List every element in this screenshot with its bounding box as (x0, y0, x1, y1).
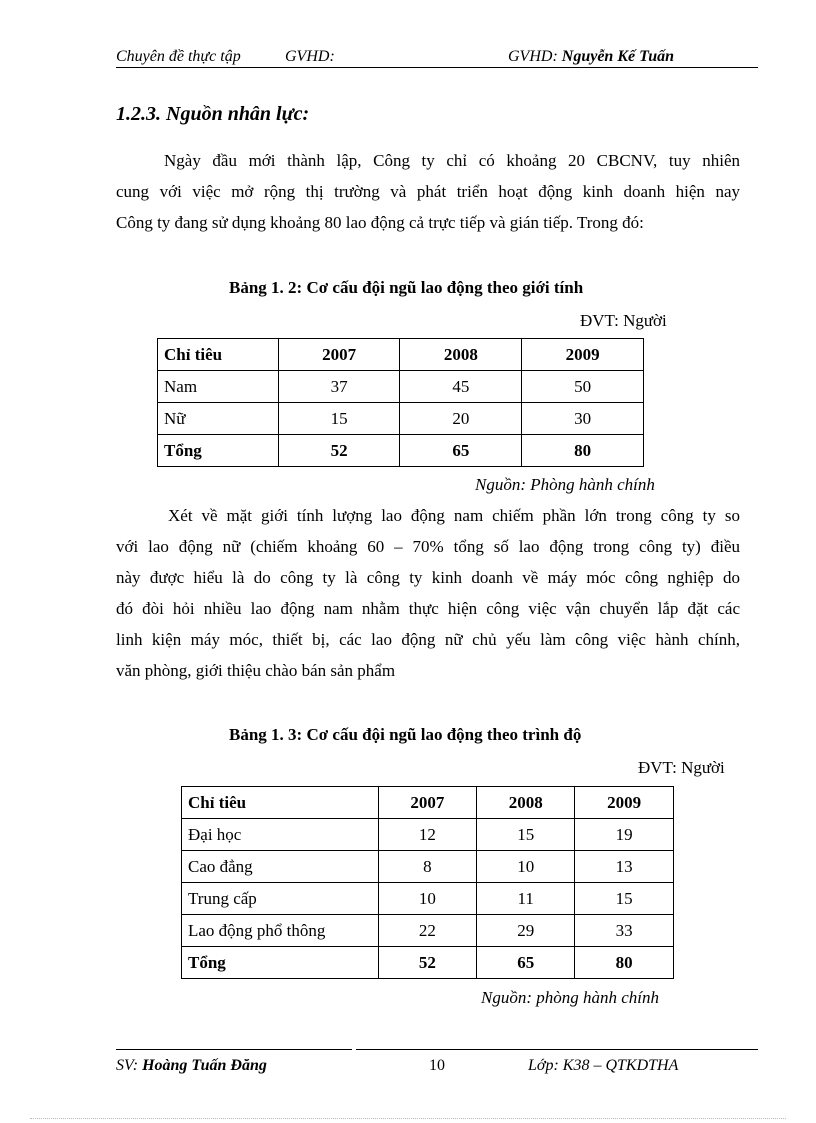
table-cell: 11 (477, 883, 575, 915)
footer-class: Lớp: K38 – QTKDTHA (528, 1057, 679, 1074)
table-cell: Cao đẳng (182, 851, 379, 883)
table-cell: Lao động phổ thông (182, 915, 379, 947)
table1-source: Nguồn: Phòng hành chính (475, 475, 655, 494)
table-row (158, 403, 644, 435)
paragraph-1 (116, 145, 740, 238)
paragraph-2 (116, 500, 740, 686)
table-header-row (182, 787, 674, 819)
table-header-cell: 2009 (575, 787, 674, 819)
table-cell: 37 (278, 371, 400, 403)
table-header-cell: Chỉ tiêu (158, 339, 279, 371)
footer-student (116, 1057, 267, 1075)
table-header-cell: 2009 (522, 339, 644, 371)
table-cell: 19 (575, 819, 674, 851)
paragraph-line: Ngày đầu mới thành lập, Công ty chỉ có khoảng 20 CBCNV, tuy nhiên (164, 151, 740, 170)
table-cell: 15 (477, 819, 575, 851)
table-total-row (182, 947, 674, 979)
table-cell: Nam (158, 371, 279, 403)
table1 (157, 338, 644, 467)
table2-unit: ĐVT: Người (638, 758, 725, 777)
header-left: Chuyên đề thực tập (116, 48, 241, 65)
table-total-row (158, 435, 644, 467)
footer-student-label: SV: (116, 1057, 139, 1074)
table-cell: 65 (400, 435, 522, 467)
table-cell: 20 (400, 403, 522, 435)
paragraph-line: đó đòi hỏi nhiều lao động nam nhằm thực hiện công việc vận chuyển lắp đặt các (116, 599, 740, 618)
table-cell: 30 (522, 403, 644, 435)
table-cell: 33 (575, 915, 674, 947)
table2-source: Nguồn: phòng hành chính (481, 988, 660, 1007)
header-right-label: GVHD: (508, 48, 558, 65)
header-rule (116, 67, 758, 68)
table-cell: 22 (378, 915, 477, 947)
table-cell: 80 (575, 947, 674, 979)
table1-unit: ĐVT: Người (580, 311, 667, 330)
paragraph-line: Xét về mặt giới tính lượng lao động nam chiếm phần lớn trong công ty so (168, 506, 740, 525)
table-cell: 8 (378, 851, 477, 883)
paragraph-line: linh kiện máy móc, thiết bị, các lao động nữ chủ yếu làm công việc hành chính, (116, 630, 740, 649)
table-cell: Đại học (182, 819, 379, 851)
header-right-name: Nguyễn Kế Tuấn (561, 48, 675, 65)
table-header-cell: 2008 (400, 339, 522, 371)
table1-caption: Bảng 1. 2: Cơ cấu đội ngũ lao động theo giới tính (229, 278, 584, 297)
table-cell: Nữ (158, 403, 279, 435)
footer-rule-left (116, 1049, 352, 1050)
table-row (182, 883, 674, 915)
paragraph-line: văn phòng, giới thiệu chào bán sản phẩm (116, 661, 396, 680)
table-header-cell: Chỉ tiêu (182, 787, 379, 819)
table2-caption: Bảng 1. 3: Cơ cấu đội ngũ lao động theo trình độ (229, 725, 582, 744)
table-cell: 10 (477, 851, 575, 883)
footer-rule-right (356, 1049, 758, 1050)
paragraph-line: Công ty đang sử dụng khoảng 80 lao động cả trực tiếp và gián tiếp. Trong đó: (116, 213, 644, 232)
table-cell: Tổng (158, 435, 279, 467)
table-header-cell: 2008 (477, 787, 575, 819)
table-row (158, 371, 644, 403)
table-cell: 65 (477, 947, 575, 979)
table-cell: 12 (378, 819, 477, 851)
paragraph-line: với lao động nữ (chiếm khoảng 60 – 70% tổng số lao động trong công ty) điều (116, 537, 740, 556)
table-header-cell: 2007 (378, 787, 477, 819)
section-title: 1.2.3. Nguồn nhân lực: (116, 103, 310, 125)
table-cell: 10 (378, 883, 477, 915)
table-cell: 50 (522, 371, 644, 403)
header-right (508, 48, 674, 66)
paragraph-line: cung với việc mở rộng thị trường và phát triển hoạt động kinh doanh hiện nay (116, 182, 740, 201)
page-number: 10 (429, 1057, 445, 1074)
page-bottom-dotted-edge (30, 1118, 786, 1119)
table-cell: 80 (522, 435, 644, 467)
table-row (182, 819, 674, 851)
table-header-row (158, 339, 644, 371)
table-row (182, 851, 674, 883)
table-cell: 52 (378, 947, 477, 979)
table-cell: 45 (400, 371, 522, 403)
table-cell: 29 (477, 915, 575, 947)
paragraph-line: này được hiểu là do công ty là công ty kinh doanh về máy móc công nghiệp do (116, 568, 740, 587)
table-cell: Tổng (182, 947, 379, 979)
table-cell: 13 (575, 851, 674, 883)
table-cell: 52 (278, 435, 400, 467)
header-middle: GVHD: (285, 48, 335, 65)
table-header-cell: 2007 (278, 339, 400, 371)
table-cell: 15 (575, 883, 674, 915)
table-cell: 15 (278, 403, 400, 435)
footer-student-name: Hoàng Tuấn Đăng (142, 1057, 267, 1074)
table2 (181, 786, 674, 979)
table-cell: Trung cấp (182, 883, 379, 915)
table-row (182, 915, 674, 947)
